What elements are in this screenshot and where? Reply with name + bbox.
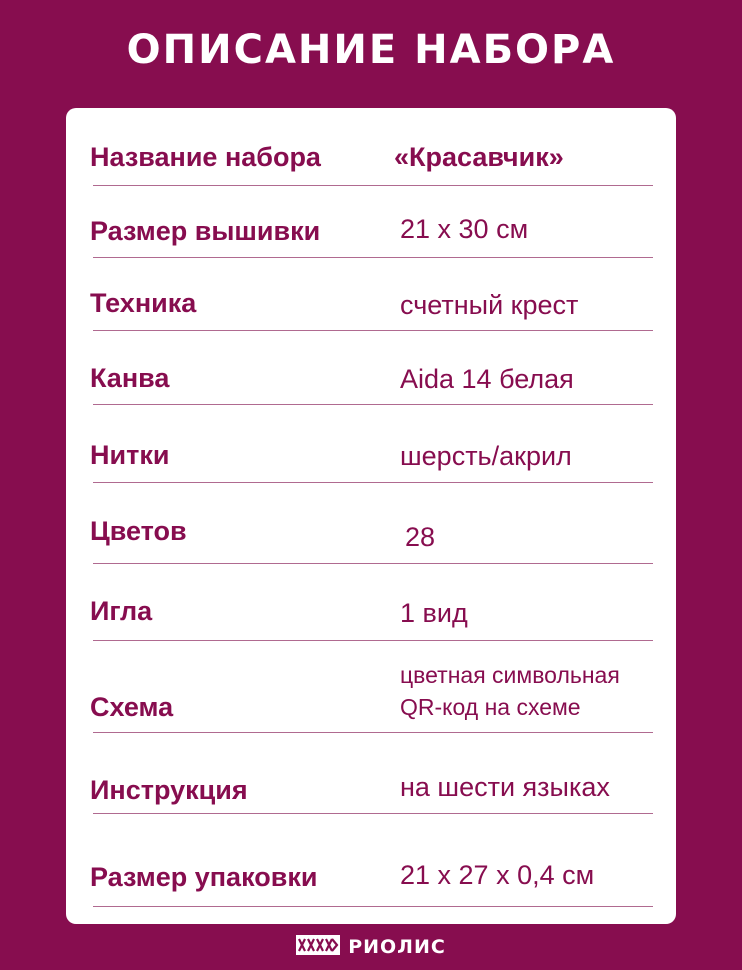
divider bbox=[93, 813, 653, 814]
value-needle: 1 вид bbox=[400, 598, 468, 628]
value-colors: 28 bbox=[405, 522, 436, 552]
divider bbox=[93, 906, 653, 907]
divider bbox=[93, 563, 653, 564]
brand-name: РИОЛИС bbox=[348, 936, 446, 958]
divider bbox=[93, 732, 653, 733]
label-needle: Игла bbox=[90, 596, 153, 626]
riolis-logo-icon bbox=[296, 935, 340, 960]
value-scheme-line1: цветная символьная bbox=[400, 662, 620, 688]
label-colors: Цветов bbox=[90, 516, 187, 546]
divider bbox=[93, 404, 653, 405]
divider bbox=[93, 257, 653, 258]
label-instruction: Инструкция bbox=[90, 775, 248, 805]
divider bbox=[93, 185, 653, 186]
divider bbox=[93, 482, 653, 483]
description-card bbox=[66, 108, 676, 924]
value-scheme-line2: QR-код на схеме bbox=[400, 694, 581, 720]
divider bbox=[93, 330, 653, 331]
label-threads: Нитки bbox=[90, 440, 170, 470]
value-embroidery-size: 21 x 30 см bbox=[400, 214, 529, 244]
value-package-size: 21 x 27 x 0,4 см bbox=[400, 860, 595, 890]
page-title: ОПИСАНИЕ НАБОРА bbox=[126, 27, 616, 73]
value-technique: счетный крест bbox=[400, 290, 579, 320]
label-embroidery-size: Размер вышивки bbox=[90, 216, 321, 246]
brand-footer bbox=[0, 934, 742, 960]
divider bbox=[93, 640, 653, 641]
label-technique: Техника bbox=[90, 288, 197, 318]
value-canvas: Aida 14 белая bbox=[400, 364, 574, 394]
value-threads: шерсть/акрил bbox=[400, 441, 572, 471]
label-kit-name: Название набора bbox=[90, 142, 321, 172]
label-scheme: Схема bbox=[90, 692, 174, 722]
label-package-size: Размер упаковки bbox=[90, 862, 318, 892]
value-instruction: на шести языках bbox=[400, 772, 610, 802]
value-kit-name: «Красавчик» bbox=[394, 142, 564, 172]
label-canvas: Канва bbox=[90, 363, 170, 393]
